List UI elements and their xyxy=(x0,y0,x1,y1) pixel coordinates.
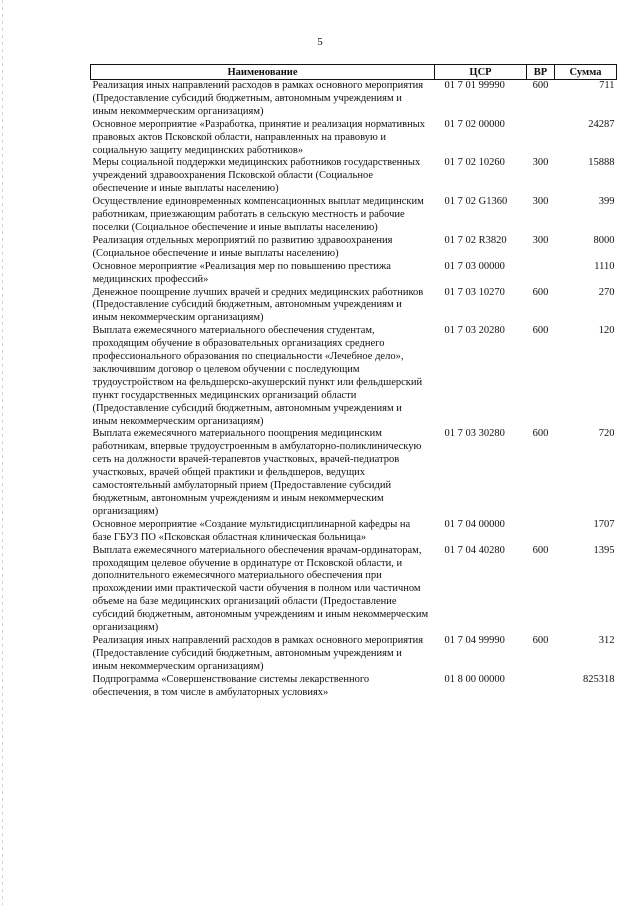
table-row xyxy=(91,261,617,287)
cell-name: Выплата ежемесячного материального поощрения медицинским работникам, впервые трудоустроенным в амбулаторно-поликлиническую сеть на должности врачей-терапевтов участковых, врачей-педиатров участковых, врачей общей практики и фельдшеров, ведущих самостоятельный амбулаторный прием (Предоставление субсидий бюджетным, автономным учреждениям и иным некоммерческим организациям) xyxy=(92,428,422,517)
cell-csr: 01 7 04 00000 xyxy=(444,518,505,530)
cell-csr: 01 7 04 40280 xyxy=(444,544,505,556)
cell-name: Основное мероприятие «Создание мультидисциплинарной кафедры на базе ГБУЗ ПО «Псковская областная клиническая больница» xyxy=(92,518,411,543)
cell-name: Реализация иных направлений расходов в рамках основного мероприятия (Предоставление субсидий бюджетным, автономным учреждениям и иным некоммерческим организациям) xyxy=(92,80,424,117)
cell-name: Основное мероприятие «Разработка, принятие и реализация нормативных правовых актов Псковской области, направленных на правовую и социальную защиту медицинских работников» xyxy=(92,118,426,156)
cell-sum: 1395 xyxy=(593,544,615,556)
table-body xyxy=(91,80,617,700)
cell-name: Выплата ежемесячного материального обеспечения врачам-ординаторам, проходящим целевое обучение в ординатуре от Псковской области, и дополнительного ежемесячного материального обеспечения при прохождении ими практической части обучения в полном или частичном объеме на базе медицинских организаций области (Предоставление субсидий бюджетным, автономным учреждениям и иным некоммерческим организациям) xyxy=(92,544,429,634)
cell-vr: 300 xyxy=(532,157,549,169)
cell-sum: 120 xyxy=(598,325,615,337)
cell-vr: 600 xyxy=(532,80,549,91)
cell-sum: 8000 xyxy=(593,234,615,246)
cell-sum: 1707 xyxy=(593,518,615,530)
cell-sum: 711 xyxy=(599,80,615,91)
table-row xyxy=(91,235,617,261)
header-name: Наименование xyxy=(91,65,435,80)
scan-edge-line xyxy=(2,0,3,905)
cell-sum: 15888 xyxy=(588,157,615,169)
cell-vr xyxy=(527,119,555,158)
page-number: 5 xyxy=(317,36,323,48)
cell-csr: 01 7 03 10270 xyxy=(444,286,505,298)
table-row xyxy=(91,157,617,196)
table-row xyxy=(91,545,617,635)
table-row xyxy=(91,428,617,518)
cell-name: Осуществление единовременных компенсационных выплат медицинским работникам, приезжающим работать в сельскую местность и рабочие поселки (Социальное обеспечение и иные выплаты населению) xyxy=(92,196,424,233)
header-csr: ЦСР xyxy=(435,65,527,80)
cell-vr: 600 xyxy=(532,544,549,556)
cell-csr: 01 7 03 00000 xyxy=(444,260,505,272)
cell-name: Основное мероприятие «Реализация мер по повышению престижа медицинских профессий» xyxy=(92,260,391,285)
cell-csr: 01 7 02 R3820 xyxy=(444,234,507,246)
cell-sum: 24287 xyxy=(588,118,615,130)
cell-csr: 01 7 02 10260 xyxy=(444,157,505,169)
cell-csr: 01 7 04 99990 xyxy=(444,634,505,646)
cell-csr: 01 7 03 30280 xyxy=(444,428,505,440)
cell-vr xyxy=(527,674,555,700)
table-row xyxy=(91,287,617,326)
cell-csr: 01 7 03 20280 xyxy=(444,325,505,337)
header-sum: Сумма xyxy=(555,65,617,80)
cell-vr xyxy=(527,261,555,287)
cell-sum: 720 xyxy=(598,428,615,440)
cell-sum: 270 xyxy=(598,286,615,298)
cell-vr: 300 xyxy=(532,234,549,246)
table-row xyxy=(91,119,617,158)
cell-sum: 1110 xyxy=(594,260,615,272)
budget-table xyxy=(90,64,617,700)
table-header xyxy=(91,65,617,80)
table-row xyxy=(91,196,617,235)
table-row xyxy=(91,325,617,428)
cell-name: Денежное поощрение лучших врачей и средних медицинских работников (Предоставление субсидий бюджетным, автономным учреждениям и иным некоммерческим организациям) xyxy=(92,286,424,324)
cell-sum: 312 xyxy=(598,634,615,646)
cell-vr: 600 xyxy=(532,428,549,440)
cell-csr: 01 7 02 G1360 xyxy=(444,196,508,208)
cell-vr: 600 xyxy=(532,634,549,646)
cell-name: Меры социальной поддержки медицинских работников государственных учреждений здравоохранения Псковской области (Социальное обеспечение и иные выплаты населению) xyxy=(92,157,421,195)
cell-vr: 600 xyxy=(532,286,549,298)
table-row xyxy=(91,80,617,119)
cell-csr: 01 8 00 00000 xyxy=(444,673,505,685)
cell-name: Реализация иных направлений расходов в рамках основного мероприятия (Предоставление субсидий бюджетным, автономным учреждениям и иным некоммерческим организациям) xyxy=(92,634,424,672)
cell-vr xyxy=(527,519,555,545)
cell-vr: 600 xyxy=(532,325,549,337)
cell-csr: 01 7 02 00000 xyxy=(444,118,505,130)
cell-vr: 300 xyxy=(532,196,549,208)
cell-name: Реализация отдельных мероприятий по развитию здравоохранения (Социальное обеспечение и иные выплаты населению) xyxy=(92,234,393,259)
table-row xyxy=(91,674,617,700)
table-row xyxy=(91,635,617,674)
cell-sum: 825318 xyxy=(583,673,615,685)
cell-sum: 399 xyxy=(598,196,615,208)
cell-csr: 01 7 01 99990 xyxy=(444,80,505,91)
cell-name: Выплата ежемесячного материального обеспечения студентам, проходящим обучение в образовательных организациях среднего профессионального образования по специальности «Лечебное дело», заключившим договор о целевом обучении с последующим трудоустройством на фельдшерско-акушерский пункт или фельдшерский пункт государственных медицинских организаций области (Предоставление субсидий бюджетным, автономным учреждениям и иным некоммерческим организациям) xyxy=(92,325,423,427)
header-vr: ВР xyxy=(527,65,555,80)
header-row xyxy=(91,65,617,80)
cell-name: Подпрограмма «Совершенствование системы лекарственного обеспечения, в том числе в амбулаторных условиях» xyxy=(92,673,370,698)
table-row xyxy=(91,519,617,545)
